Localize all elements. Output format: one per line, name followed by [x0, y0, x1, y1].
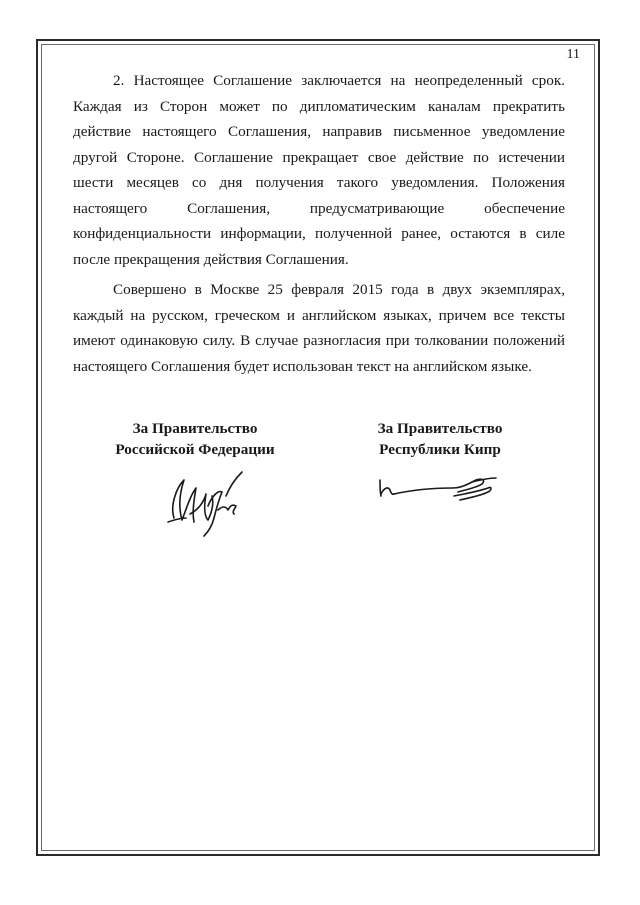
signatory-cyprus-line2: Республики Кипр: [379, 441, 501, 458]
signature-cyprus-handwritten: [372, 466, 502, 516]
signature-russia-handwritten: [160, 466, 250, 546]
signatory-cyprus-line1: За Правительство: [377, 420, 503, 437]
signatory-block-russia: [95, 418, 295, 460]
paragraph-termination-clause: 2. Настоящее Соглашение заключается на неопределенный срок. Каждая из Сторон может по дипломатическим каналам прекратить действие настоящего Соглашения, направив письменное уведомление другой Стороне. Соглашение прекращает свое действие по истечении шести месяцев со дня получения такого уведомления. Положения настоящего Соглашения, предусматривающие обеспечение конфиденциальности информации, полученной ранее, остаются в силе после прекращения действия Соглашения.: [73, 72, 565, 268]
signatory-russia-line2: Российской Федерации: [115, 441, 275, 458]
paragraph-done-at-clause: Совершено в Москве 25 февраля 2015 года в двух экземплярах, каждый на русском, греческом и английском языках, причем все тексты имеют одинаковую силу. В случае разногласия при толковании положений настоящего Соглашения будет использован текст на английском языке.: [73, 281, 565, 375]
signatory-block-cyprus: [340, 418, 540, 460]
page-number: 11: [566, 47, 580, 62]
agreement-body-text: [73, 68, 565, 379]
signatory-russia-line1: За Правительство: [132, 420, 258, 437]
